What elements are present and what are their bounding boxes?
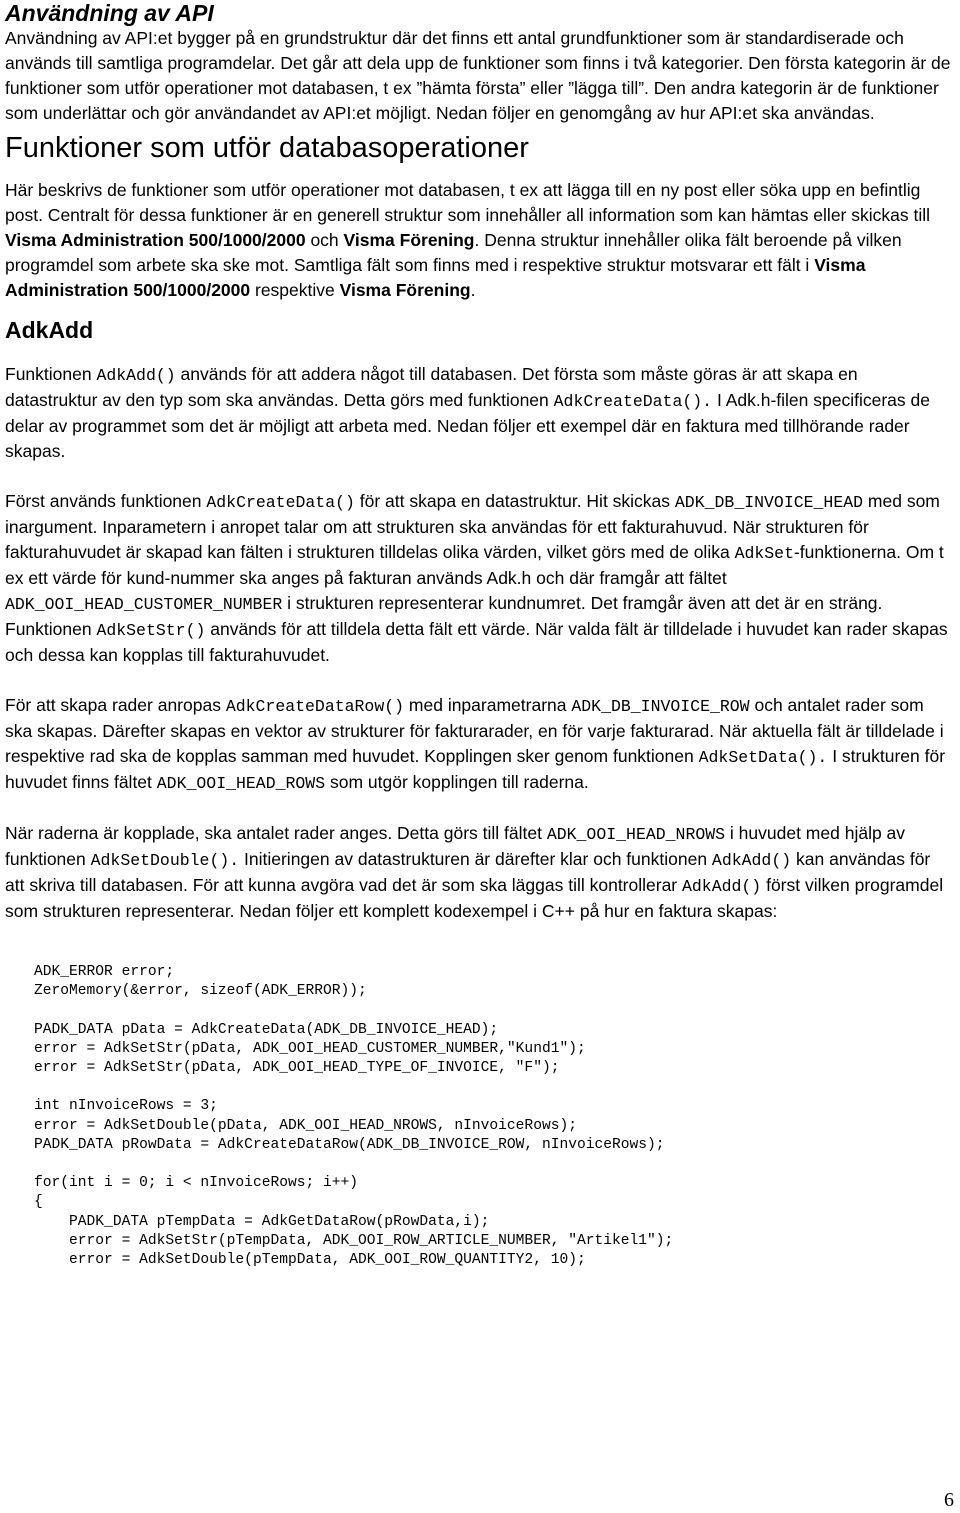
bold-product-name: Visma Förening xyxy=(343,230,475,250)
code-inline: AdkSetDouble(). xyxy=(90,851,240,870)
code-inline: ADK_OOI_HEAD_NROWS xyxy=(546,825,726,844)
text-run: I strukturen för huvudet finns fältet xyxy=(5,746,946,792)
document-title: Användning av API xyxy=(5,0,214,26)
code-inline: AdkSet xyxy=(734,544,794,563)
text-run: I Adk.h-filen specificeras de delar av programmet som det är möjligt att arbeta med. Nedan följer ett exempel där en faktura med tillhörande rader skapas. xyxy=(5,390,930,461)
adkadd-paragraph-2 xyxy=(5,489,953,668)
code-example: ADK_ERROR error; ZeroMemory(&error, sizeof(ADK_ERROR)); PADK_DATA pData = AdkCreateData(ADK_DB_INVOICE_HEAD); error = AdkSetStr(pData, ADK_OOI_HEAD_CUSTOMER_NUMBER,"Kund1"); error = AdkSetStr(pData, ADK_OOI_HEAD_TYPE_OF_INVOICE, "F"); int nInvoiceRows = 3; error = AdkSetDouble(pData, ADK_OOI_HEAD_NROWS, nInvoiceRows); PADK_DATA pRowData = AdkCreateDataRow(ADK_DB_INVOICE_ROW, nInvoiceRows); for(int i = 0; i < nInvoiceRows; i++) { PADK_DATA pTempData = AdkGetDataRow(pRowData,i); error = AdkSetStr(pTempData, ADK_OOI_ROW_ARTICLE_NUMBER, "Artikel1"); error = AdkSetDouble(pTempData, ADK_OOI_ROW_QUANTITY2, 10); xyxy=(34,964,674,1269)
text-run: först vilken programdel som strukturen representerar. Nedan följer ett komplett kodexempel i C++ på hur en faktura skapas: xyxy=(5,875,944,921)
text-run: och antalet rader som ska skapas. Därefter skapas en vektor av strukturer för fakturarader, en för varje fakturarad. När aktuella fält är tilldelade i respektive rad ska de kopplas samman med huvudet. Kopplingen sker genom funktionen xyxy=(5,695,944,766)
code-inline: AdkAdd() xyxy=(711,851,792,870)
code-inline: AdkAdd() xyxy=(682,877,762,896)
text-run: i strukturen representerar kundnumret. Det framgår även att det är en sträng. Funktionen xyxy=(5,593,883,639)
adkadd-paragraph-1 xyxy=(5,362,953,464)
text-run: för att skapa en datastruktur. Hit skickas xyxy=(354,491,675,511)
text-run: med som inargument. Inparametern i anropet talar om att strukturen ska användas för ett fakturahuvud. När strukturen för fakturahuvudet är skapad kan fälten i strukturen tilldelas olika värden, vilket görs med de olika xyxy=(5,491,940,562)
code-inline: AdkSetStr() xyxy=(96,621,206,640)
text-run: Funktionen xyxy=(5,364,97,384)
text-run: används för att tilldela detta fält ett värde. När valda fält är tilldelade i huvudet kan rader skapas och dessa kan kopplas till fakturahuvudet. xyxy=(5,619,948,665)
text-run: kan användas för att skriva till databasen. För att kunna avgöra vad det är som ska läggas till kontrollerar xyxy=(5,849,931,895)
text-run: . xyxy=(470,280,476,300)
intro-paragraph: Användning av API:et bygger på en grundstruktur där det finns ett antal grundfunktioner som är standardiserade och används till samtliga programdelar. Det går att dela upp de funktioner som finns i två kategorier. Den första kategorin är de funktioner som utför operationer mot databasen, t ex ”hämta första” eller ”lägga till”. Den andra kategorin är de funktioner som underlättar och gör användandet av API:et möjligt. Nedan följer en genomgång av hur API:et ska användas. xyxy=(5,28,951,123)
bold-product-name: Visma Administration 500/1000/2000 xyxy=(5,255,866,300)
bold-product-name: Visma Förening xyxy=(339,280,471,300)
adkadd-paragraph-4 xyxy=(5,821,953,924)
code-inline: AdkCreateDataRow() xyxy=(225,697,405,716)
adkadd-heading: AdkAdd xyxy=(5,317,94,343)
text-run: . Denna struktur innehåller olika fält beroende på vilken programdel som arbete ska ske mot. Samtliga fält som finns med i respektive struktur motsvarar ett fält i xyxy=(5,230,902,275)
text-run: Här beskrivs de funktioner som utför operationer mot databasen, t ex att lägga till en ny post eller söka upp en befintlig post. Centralt för dessa funktioner är en generell struktur som innehåller all information som kan hämtas eller skickas till xyxy=(5,180,930,225)
db-operations-paragraph xyxy=(5,178,953,303)
text-run: -funktionerna. Om t ex ett värde för kund-nummer ska anges på fakturan används Adk.h och där framgår att fältet xyxy=(5,542,944,588)
code-inline: ADK_DB_INVOICE_HEAD xyxy=(674,493,864,512)
text-run: som utgör kopplingen till raderna. xyxy=(325,772,589,792)
code-inline: AdkSetData(). xyxy=(698,748,828,767)
adkadd-paragraph-3 xyxy=(5,693,953,796)
code-inline: AdkCreateData(). xyxy=(553,392,713,411)
page-number: 6 xyxy=(944,1489,954,1511)
text-run: och xyxy=(305,230,344,250)
text-run: i huvudet med hjälp av funktionen xyxy=(5,823,906,869)
text-run: Först används funktionen xyxy=(5,491,207,511)
db-operations-heading: Funktioner som utför databasoperationer xyxy=(5,132,529,164)
text-run: Initieringen av datastrukturen är därefter klar och funktionen xyxy=(239,849,712,869)
code-inline: ADK_OOI_HEAD_CUSTOMER_NUMBER xyxy=(5,595,283,614)
text-run: används för att addera något till databasen. Det första som måste göras är att skapa en datastruktur av den typ som ska användas. Detta görs med funktionen xyxy=(5,364,858,410)
code-inline: ADK_DB_INVOICE_ROW xyxy=(571,697,750,716)
code-inline: AdkAdd() xyxy=(96,366,176,385)
text-run: respektive xyxy=(250,280,340,300)
text-run: För att skapa rader anropas xyxy=(5,695,226,715)
text-run: När raderna är kopplade, ska antalet rader anges. Detta görs till fältet xyxy=(5,823,547,843)
code-inline: AdkCreateData() xyxy=(206,493,355,512)
document-page xyxy=(5,0,953,1270)
text-run: med inparametrarna xyxy=(404,695,572,715)
bold-product-name: Visma Administration 500/1000/2000 xyxy=(5,230,306,250)
code-inline: ADK_OOI_HEAD_ROWS xyxy=(156,774,326,793)
